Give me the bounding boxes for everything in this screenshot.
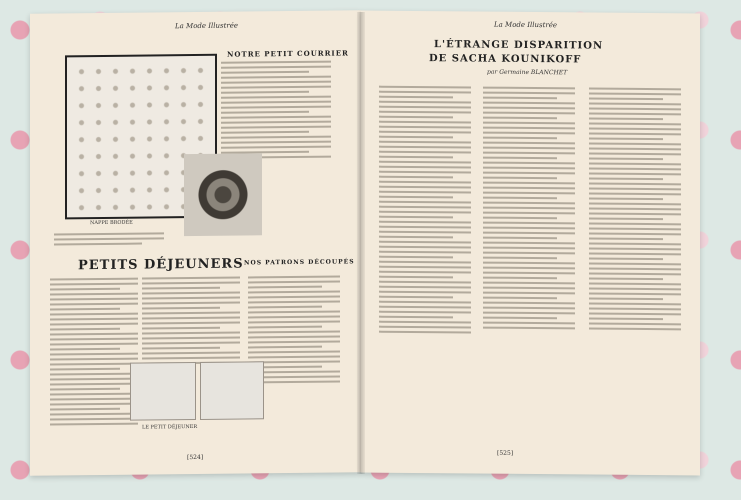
main-heading: PETITS DÉJEUNERS	[78, 256, 244, 274]
right-page	[361, 11, 700, 476]
left-page-ornament: La Mode Illustrée	[175, 21, 239, 31]
right-page-ornament: La Mode Illustrée	[494, 20, 558, 30]
story-column-2	[483, 87, 575, 333]
story-column-3	[589, 88, 681, 334]
photo-caption: NAPPE BRODÉE	[90, 219, 133, 227]
book-gutter	[357, 12, 365, 474]
story-title-line1: L'ÉTRANGE DISPARITION	[434, 39, 604, 52]
left-page-number: [524]	[187, 453, 204, 462]
column-1-text	[50, 278, 138, 429]
right-page-number: [525]	[497, 449, 514, 457]
magazine-spread	[30, 12, 700, 474]
intro-text	[54, 232, 164, 248]
story-column-1	[379, 86, 471, 337]
crochet-doily-photo	[184, 153, 262, 236]
teapot-cozy-photo	[130, 362, 196, 421]
courier-heading: NOTRE PETIT COURRIER	[227, 48, 349, 59]
bow-cozy-photo	[200, 361, 264, 420]
left-page	[30, 10, 361, 475]
courier-text	[221, 61, 331, 162]
story-title-line2: DE SACHA KOUNIKOFF	[429, 53, 582, 66]
bottom-caption: LE PETIT DÉJEUNER	[142, 423, 198, 431]
byline: par Germaine BLANCHET	[487, 68, 568, 77]
column-2-text	[142, 277, 240, 368]
side-heading: NOS PATRONS DÉCOUPÉS	[244, 258, 355, 267]
